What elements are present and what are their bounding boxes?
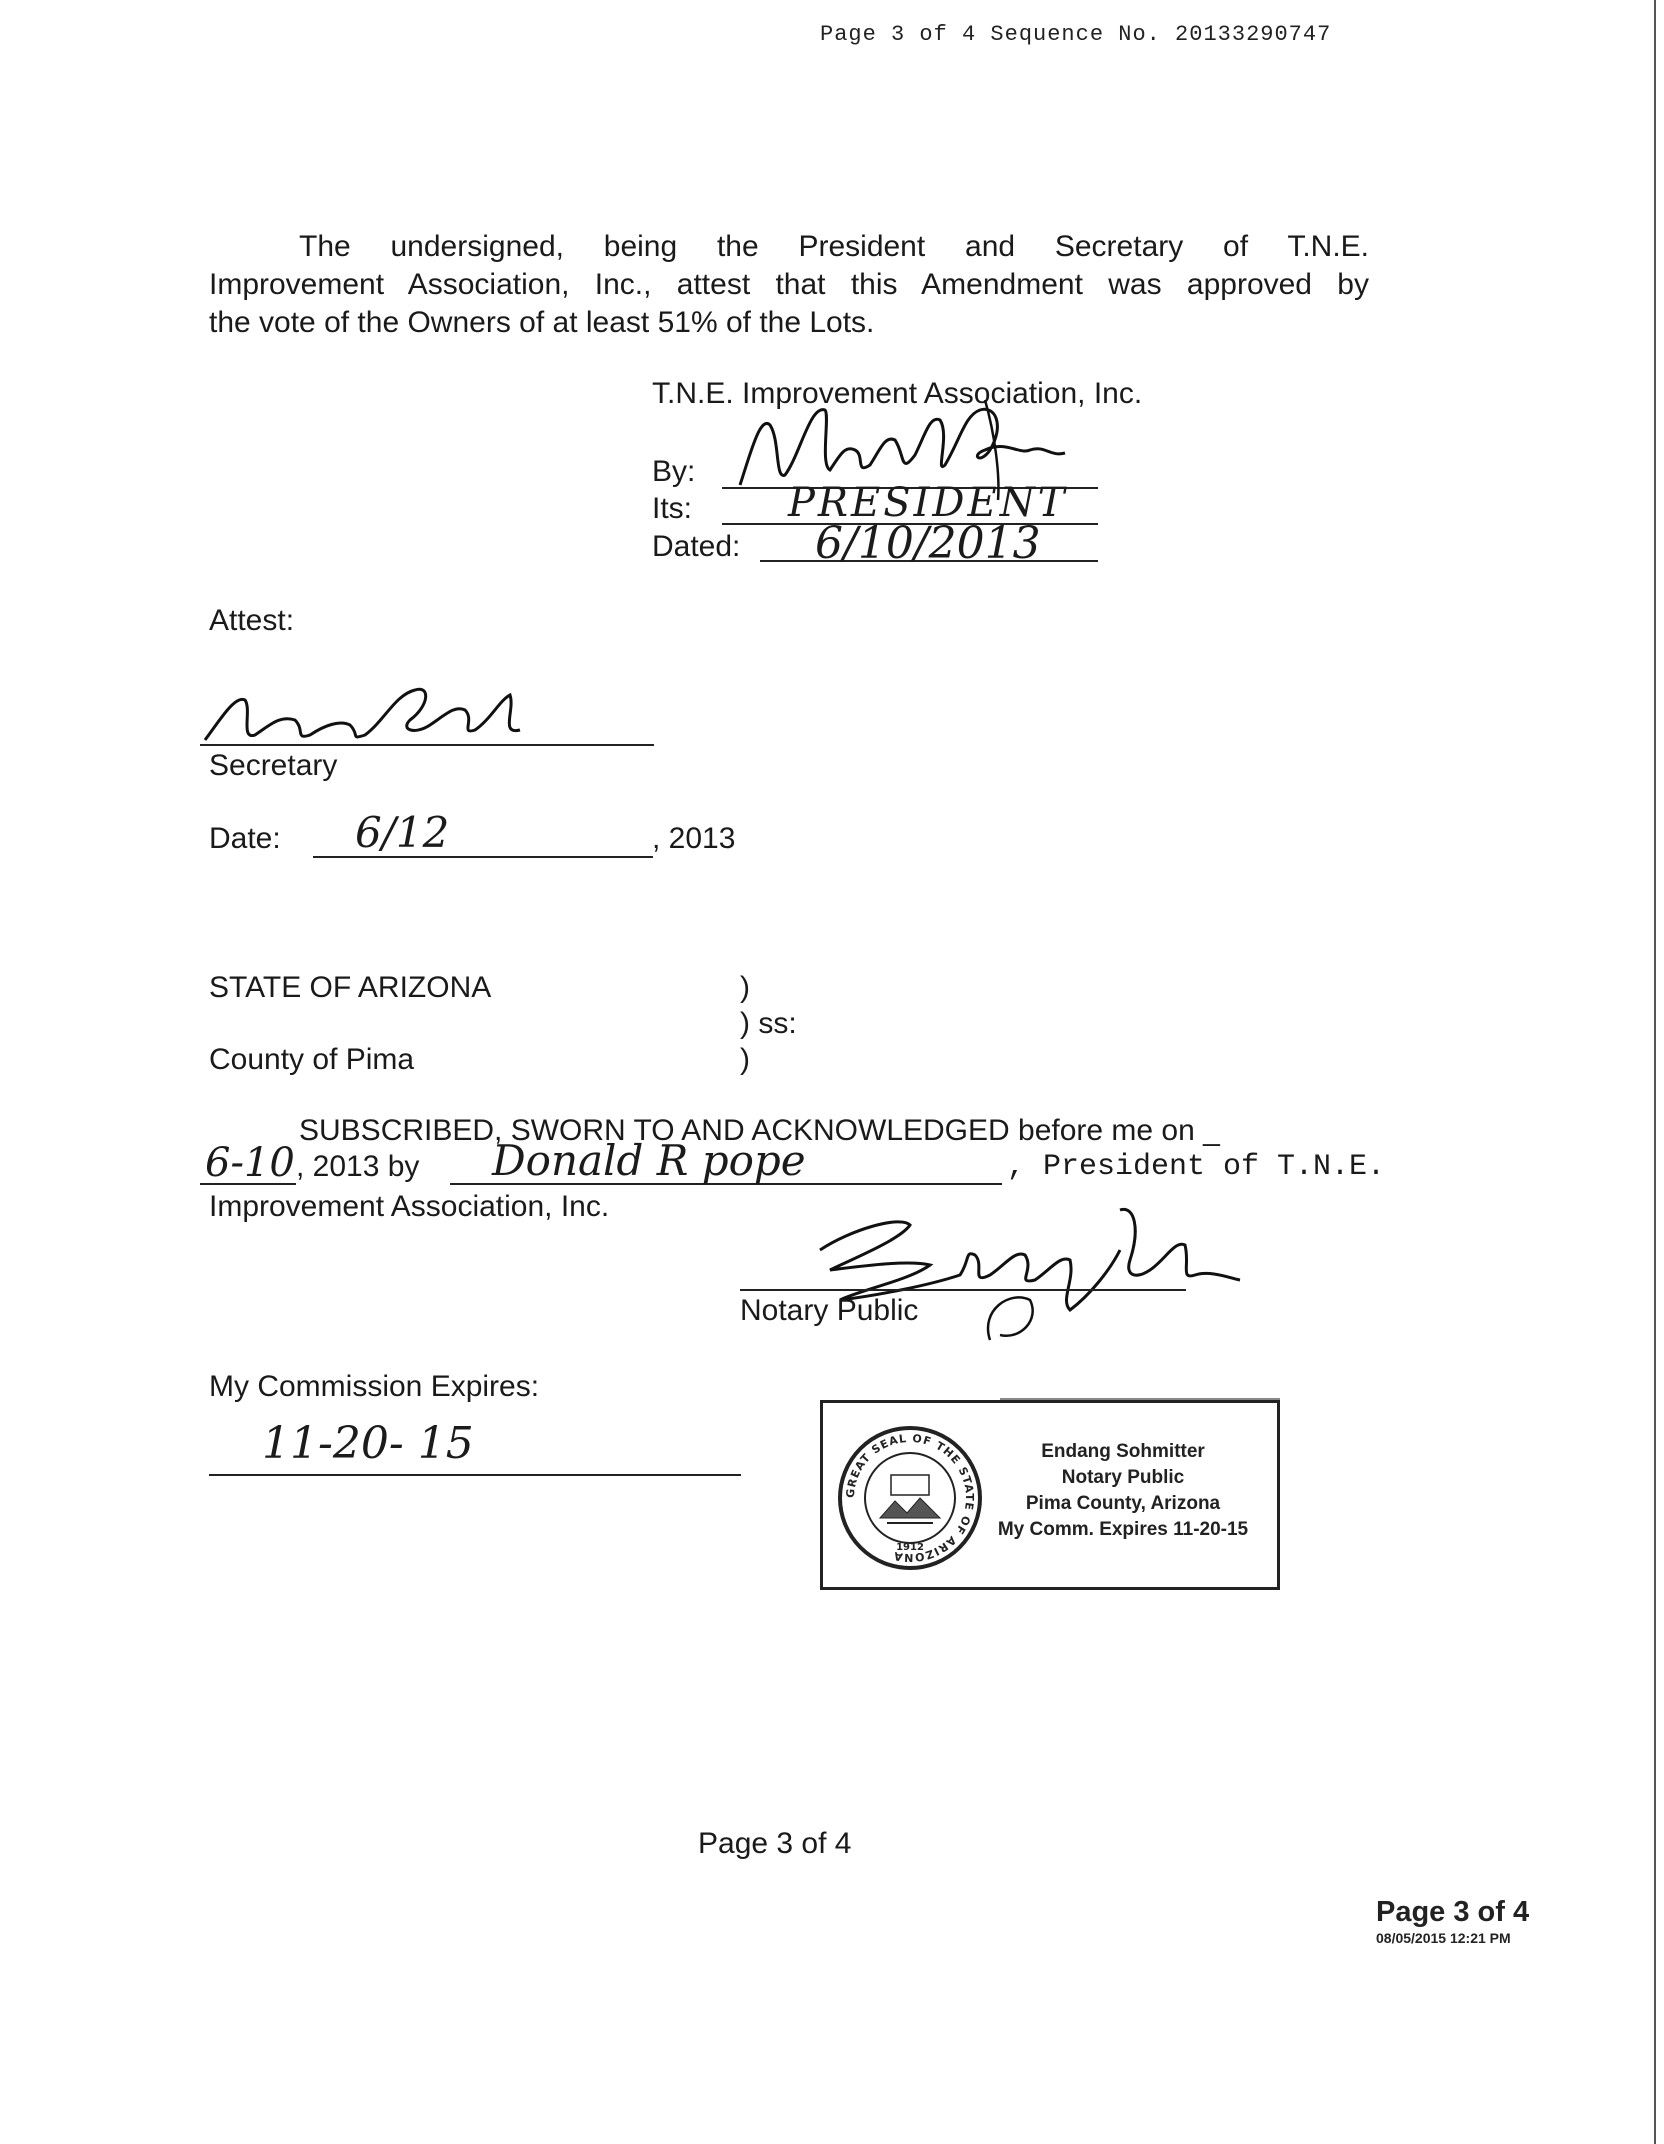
commission-line: [209, 1474, 741, 1476]
notary-signature-line: [740, 1289, 1186, 1291]
sequence-header: Page 3 of 4 Sequence No. 20133290747: [820, 22, 1332, 47]
dated-value-handwritten: 6/10/2013: [815, 518, 1041, 569]
commission-value-handwritten: 11-20- 15: [262, 1418, 474, 1469]
association-name: T.N.E. Improvement Association, Inc.: [652, 377, 1143, 410]
seal-ring-text: GREAT SEAL OF THE STATE OF ARIZONA: [843, 1431, 977, 1565]
stamp-text-block: [973, 1439, 1273, 1543]
venue-state: STATE OF ARIZONA: [209, 971, 492, 1004]
stamp-expires: My Comm. Expires 11-20-15: [997, 1519, 1249, 1540]
president-signature: [730, 395, 1090, 505]
attestation-line-1: The undersigned, being the President and Secretary of T.N.E.: [299, 230, 1369, 263]
acknowledgment-line-1: SUBSCRIBED, SWORN TO AND ACKNOWLEDGED before me on _: [299, 1114, 1220, 1147]
attestation-line-3: the vote of the Owners of at least 51% of the Lots.: [209, 306, 875, 339]
venue-county: County of Pima: [209, 1043, 415, 1076]
secretary-date-year: , 2013: [652, 822, 736, 855]
stamp-notary-title: Notary Public: [1061, 1467, 1185, 1488]
acknowledgment-name-handwritten: Donald R pope: [492, 1136, 806, 1185]
venue-ss: ) ss:: [740, 1007, 797, 1040]
state-seal-icon: [835, 1423, 985, 1573]
footer-timestamp: 08/05/2015 12:21 PM: [1376, 1930, 1511, 1946]
its-value-handwritten: PRESIDENT: [788, 480, 1068, 526]
footer-page-number: Page 3 of 4: [698, 1827, 852, 1860]
attestation-paragraph: [209, 228, 1369, 342]
acknowledgment-date-handwritten: 6-10: [205, 1140, 295, 1186]
venue-paren-bottom: ): [740, 1043, 750, 1076]
scan-edge-line: [1654, 0, 1656, 2144]
by-label: By:: [652, 455, 696, 488]
stamp-notary-name: Endang Sohmitter: [1041, 1441, 1205, 1462]
acknowledgment-year-by: , 2013 by: [296, 1150, 420, 1183]
notary-stamp: [820, 1400, 1280, 1590]
stamp-county: Pima County, Arizona: [1025, 1493, 1221, 1514]
venue-paren-top: ): [740, 971, 750, 1004]
acknowledgment-role: , President of T.N.E.: [1007, 1150, 1386, 1184]
secretary-label: Secretary: [209, 749, 338, 782]
its-label: Its:: [652, 492, 693, 525]
seal-year: 1912: [896, 1542, 924, 1553]
secretary-signature: [200, 680, 540, 760]
dated-label: Dated:: [652, 530, 741, 563]
commission-label: My Commission Expires:: [209, 1370, 540, 1403]
attest-label: Attest:: [209, 604, 295, 637]
secretary-date-label: Date:: [209, 822, 281, 855]
acknowledgment-line-3: Improvement Association, Inc.: [209, 1190, 610, 1223]
secretary-signature-line: [200, 744, 654, 746]
secretary-date-handwritten: 6/12: [355, 808, 450, 857]
notary-label: Notary Public: [740, 1294, 919, 1327]
footer-right-page: Page 3 of 4: [1376, 1896, 1530, 1928]
acknowledgment-date-line: [200, 1183, 296, 1185]
attestation-line-2: Improvement Association, Inc., attest that this Amendment was approved by: [209, 268, 1369, 301]
